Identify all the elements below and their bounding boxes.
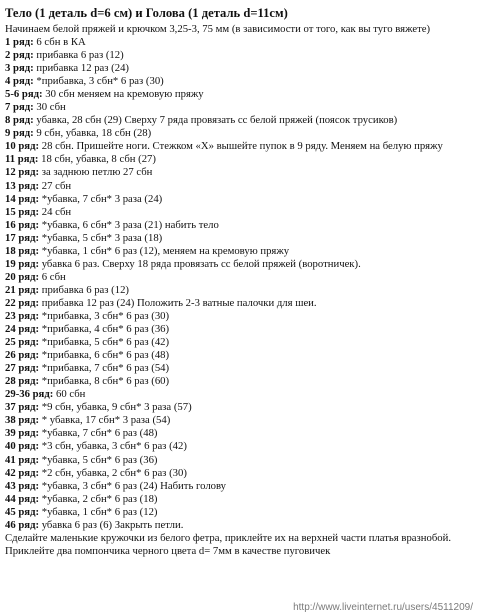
row-label: 10 ряд: (5, 140, 40, 153)
pattern-row (5, 310, 475, 323)
row-text: *убавка, 5 сбн* 3 раза (18) (41, 231, 163, 244)
pattern-row (5, 467, 475, 480)
row-text: *прибавка, 3 сбн* 6 раз (30) (36, 75, 164, 88)
row-text: 60 сбн (55, 388, 86, 401)
row-label: 41 ряд: (5, 453, 40, 466)
pattern-row (5, 362, 475, 375)
row-text: *9 сбн, убавка, 9 сбн* 3 раза (57) (41, 401, 192, 414)
document-page (5, 6, 475, 558)
row-label: 25 ряд: (5, 336, 40, 349)
row-label: 17 ряд: (5, 231, 40, 244)
pattern-row (5, 401, 475, 414)
row-text: 9 сбн, убавка, 18 сбн (28) (36, 127, 152, 140)
row-text: 30 сбн меняем на кремовую пряжу (45, 88, 204, 101)
pattern-row (5, 454, 475, 467)
row-text: прибавка 6 раз (12) (36, 49, 124, 62)
row-label: 21 ряд: (5, 283, 40, 296)
row-label: 43 ряд: (5, 479, 40, 492)
row-text: *3 сбн, убавка, 3 сбн* 6 раз (42) (41, 440, 187, 453)
pattern-row (5, 101, 475, 114)
row-text: *прибавка, 7 сбн* 6 раз (54) (41, 362, 170, 375)
row-label: 26 ряд: (5, 349, 40, 362)
row-text: 24 сбн (41, 205, 72, 218)
pattern-row (5, 232, 475, 245)
row-text: 28 сбн. Пришейте ноги. Стежком «Х» вышейте пупок в 9 ряду. Меняем на белую пряжу (41, 140, 443, 153)
row-text: * убавка, 17 сбн* 3 раза (54) (41, 414, 171, 427)
row-text: *прибавка, 8 сбн* 6 раз (60) (41, 375, 170, 388)
row-text: *прибавка, 3 сбн* 6 раз (30) (41, 309, 170, 322)
row-text: убавка 6 раз. Сверху 18 ряда провязать сс белой пряжей (воротничек). (41, 257, 361, 270)
pattern-row (5, 297, 475, 310)
row-label: 45 ряд: (5, 505, 40, 518)
pattern-row (5, 336, 475, 349)
row-text: *убавка, 1 сбн* 6 раз (12), меняем на кремовую пряжу (41, 244, 290, 257)
pattern-row (5, 206, 475, 219)
row-label: 27 ряд: (5, 362, 40, 375)
row-text: 6 сбн (41, 270, 66, 283)
pattern-row (5, 36, 475, 49)
row-label: 44 ряд: (5, 492, 40, 505)
row-label: 37 ряд: (5, 401, 40, 414)
closing-paragraph: Сделайте маленькие кружочки из белого фетра, приклейте их на верхней части платья вразнобой. Приклейте два помпончика черного цвета d= 7мм в качестве пуговичек (5, 531, 451, 557)
pattern-row (5, 519, 475, 532)
pattern-row (5, 140, 475, 153)
pattern-row (5, 127, 475, 140)
row-text: прибавка 12 раз (24) (36, 62, 129, 75)
row-text: *убавка, 2 сбн* 6 раз (18) (41, 492, 158, 505)
row-text: прибавка 6 раз (12) (41, 283, 129, 296)
row-text: *убавка, 7 сбн* 6 раз (48) (41, 427, 158, 440)
pattern-row (5, 440, 475, 453)
row-label: 24 ряд: (5, 323, 40, 336)
row-label: 16 ряд: (5, 218, 40, 231)
pattern-row (5, 193, 475, 206)
row-label: 13 ряд: (5, 179, 40, 192)
pattern-row (5, 180, 475, 193)
row-label: 39 ряд: (5, 427, 40, 440)
pattern-row (5, 153, 475, 166)
row-text: 27 сбн (41, 179, 72, 192)
row-label: 15 ряд: (5, 205, 40, 218)
pattern-row (5, 219, 475, 232)
page-title: Тело (1 деталь d=6 см) и Голова (1 деталь d=11см) (5, 6, 288, 20)
row-label: 2 ряд: (5, 49, 34, 62)
pattern-row (5, 506, 475, 519)
pattern-row (5, 88, 475, 101)
pattern-rows (5, 36, 475, 532)
pattern-row (5, 271, 475, 284)
row-label: 19 ряд: (5, 257, 40, 270)
row-label: 29-36 ряд: (5, 388, 54, 401)
row-label: 5-6 ряд: (5, 88, 43, 101)
pattern-row (5, 75, 475, 88)
row-label: 38 ряд: (5, 414, 40, 427)
row-label: 20 ряд: (5, 270, 40, 283)
pattern-row (5, 49, 475, 62)
row-label: 46 ряд: (5, 518, 40, 531)
row-text: 18 сбн, убавка, 8 сбн (27) (41, 153, 156, 166)
row-text: 30 сбн (36, 101, 66, 114)
row-text: *убавка, 3 сбн* 6 раз (24) Набить голову (41, 479, 227, 492)
pattern-row (5, 414, 475, 427)
row-label: 22 ряд: (5, 296, 40, 309)
intro-paragraph: Начинаем белой пряжей и крючком 3,25-3, 75 мм (в зависимости от того, как вы туго вяжете) (5, 23, 431, 35)
row-label: 3 ряд: (5, 62, 34, 75)
pattern-row (5, 349, 475, 362)
pattern-row (5, 245, 475, 258)
row-text: *2 сбн, убавка, 2 сбн* 6 раз (30) (41, 466, 187, 479)
row-text: *убавка, 6 сбн* 3 раза (21) набить тело (41, 218, 219, 231)
row-label: 11 ряд: (5, 153, 39, 166)
row-label: 18 ряд: (5, 244, 40, 257)
row-text: *прибавка, 6 сбн* 6 раз (48) (41, 349, 170, 362)
pattern-row (5, 114, 475, 127)
pattern-row (5, 388, 475, 401)
row-text: *убавка, 7 сбн* 3 раза (24) (41, 192, 163, 205)
row-label: 7 ряд: (5, 101, 34, 114)
row-label: 9 ряд: (5, 127, 34, 140)
pattern-row (5, 480, 475, 493)
row-label: 42 ряд: (5, 466, 40, 479)
row-text: 6 сбн в КА (36, 36, 86, 48)
row-label: 23 ряд: (5, 309, 40, 322)
pattern-row (5, 62, 475, 75)
pattern-row (5, 427, 475, 440)
row-label: 14 ряд: (5, 192, 40, 205)
row-text: *убавка, 5 сбн* 6 раз (36) (41, 453, 158, 466)
pattern-row (5, 258, 475, 271)
pattern-row (5, 166, 475, 179)
row-label: 8 ряд: (5, 114, 34, 127)
row-label: 12 ряд: (5, 166, 40, 179)
row-label: 4 ряд: (5, 75, 34, 88)
row-text: *прибавка, 4 сбн* 6 раз (36) (41, 323, 170, 336)
row-text: убавка, 28 сбн (29) Сверху 7 ряда провязать сс белой пряжей (поясок трусиков) (36, 114, 398, 127)
row-text: прибавка 12 раз (24) Положить 2-3 ватные палочки для шеи. (41, 296, 317, 309)
pattern-row (5, 284, 475, 297)
pattern-row (5, 375, 475, 388)
pattern-row (5, 493, 475, 506)
row-text: убавка 6 раз (6) Закрыть петли. (41, 518, 184, 531)
row-text: *прибавка, 5 сбн* 6 раз (42) (41, 336, 170, 349)
row-text: за заднюю петлю 27 сбн (41, 166, 153, 179)
watermark-url[interactable]: http://www.liveinternet.ru/users/4511209/ (293, 602, 473, 613)
row-label: 1 ряд: (5, 36, 34, 48)
pattern-row (5, 323, 475, 336)
row-label: 40 ряд: (5, 440, 40, 453)
row-label: 28 ряд: (5, 375, 40, 388)
row-text: *убавка, 1 сбн* 6 раз (12) (41, 505, 158, 518)
